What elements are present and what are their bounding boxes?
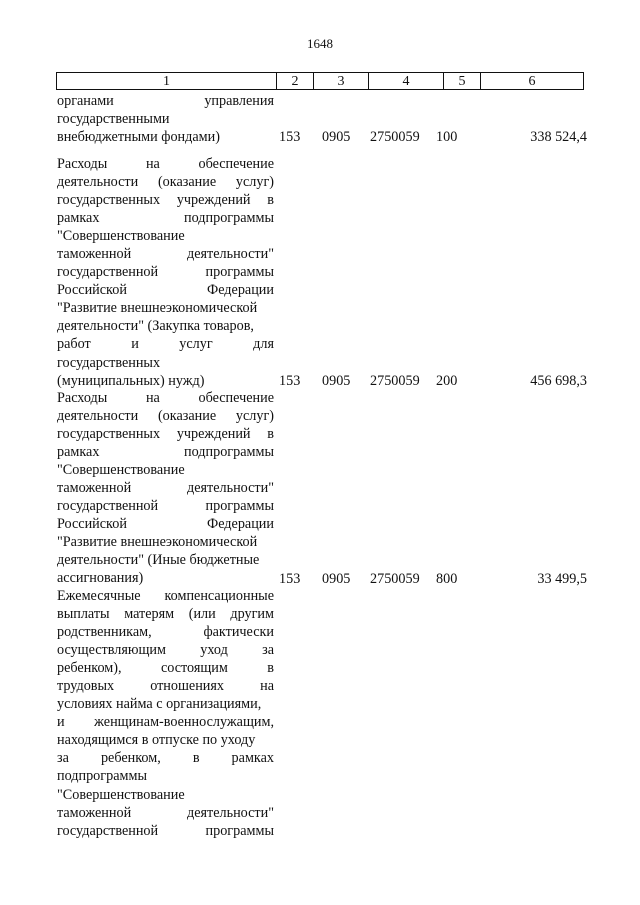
cell-c6: 338 524,4 [530, 129, 587, 146]
word: деятельности" [186, 804, 274, 821]
row-description [57, 155, 274, 390]
word: компенсационные [164, 588, 274, 604]
description-line [57, 425, 274, 443]
description-line [57, 587, 274, 605]
word: (или [188, 606, 216, 623]
description-line [57, 713, 274, 731]
word: органами [57, 93, 114, 109]
word: программы [205, 822, 274, 839]
word: программы [205, 498, 274, 515]
description-line [57, 822, 274, 840]
word: обеспечение [198, 390, 274, 406]
cell-c4: 2750059 [370, 570, 420, 587]
description-line [57, 605, 274, 623]
page-number: 1648 [307, 36, 333, 51]
word: женщинам-военнослужащим, [94, 714, 274, 731]
cell-c6: 33 499,5 [537, 570, 587, 587]
description-line [57, 263, 274, 281]
description-line: (муниципальных) нужд) [57, 372, 205, 389]
description-line: условиях найма с организациями, [57, 696, 262, 713]
cell-c5: 100 [436, 129, 458, 146]
word: на [145, 390, 160, 406]
word: Расходы [57, 390, 108, 406]
description-line [57, 749, 274, 767]
word: другим [230, 606, 274, 623]
word: родственникам, [57, 624, 152, 641]
header-col-3: 3 [314, 73, 369, 89]
word: и [131, 336, 139, 353]
word: за [57, 750, 69, 767]
description-line [57, 641, 274, 659]
word: за [262, 642, 274, 659]
cell-c2: 153 [279, 570, 301, 587]
word: в [267, 660, 274, 677]
word: деятельности [57, 408, 139, 425]
word: и [57, 714, 65, 731]
cell-c3: 0905 [322, 129, 351, 146]
cell-c6: 456 698,3 [530, 372, 587, 389]
word: ребенком, [100, 750, 161, 767]
description-line [57, 389, 274, 407]
word: состоящим [160, 660, 228, 677]
word: фактически [203, 624, 274, 641]
cell-c2: 153 [279, 129, 301, 146]
row-description [57, 92, 274, 146]
row-description [57, 389, 274, 588]
description-line [57, 245, 274, 263]
word: уход [200, 642, 228, 659]
description-line [57, 677, 274, 695]
word: таможенной [57, 246, 132, 263]
description-line: "Совершенствование [57, 462, 185, 479]
word: деятельности [57, 174, 139, 191]
word: (оказание [157, 408, 217, 425]
description-line [57, 443, 274, 461]
word: работ [57, 336, 91, 353]
cell-c5: 200 [436, 372, 458, 389]
word: ребенком), [57, 660, 122, 677]
word: отношениях [150, 678, 225, 695]
word: в [267, 426, 274, 443]
cell-c5: 800 [436, 570, 458, 587]
description-line [57, 659, 274, 677]
description-line: находящимся в отпуске по уходу [57, 732, 256, 749]
word: деятельности" [186, 246, 274, 263]
description-line: государственных [57, 354, 161, 371]
header-col-5: 5 [444, 73, 481, 89]
word: услуг [179, 336, 213, 353]
word: государственной [57, 498, 159, 515]
description-line: подпрограммы [57, 768, 147, 785]
word: в [192, 750, 200, 767]
description-line: "Развитие внешнеэкономической [57, 300, 258, 317]
description-line: "Развитие внешнеэкономической [57, 534, 258, 551]
cell-c2: 153 [279, 372, 301, 389]
word: услуг) [235, 174, 274, 191]
word: трудовых [57, 678, 115, 695]
description-line: деятельности" (Закупка товаров, [57, 318, 254, 335]
description-line [57, 335, 274, 353]
word: на [145, 156, 160, 172]
word: государственной [57, 264, 159, 281]
word: матерям [124, 606, 175, 623]
word: подпрограммы [184, 210, 274, 227]
word: управления [204, 93, 274, 109]
header-col-6: 6 [528, 74, 536, 89]
word: Федерации [206, 282, 274, 299]
description-line: "Совершенствование [57, 228, 185, 245]
word: Расходы [57, 156, 108, 172]
description-line [57, 155, 274, 173]
word: выплаты [57, 606, 110, 623]
word: для [253, 336, 274, 353]
description-line [57, 804, 274, 822]
word: подпрограммы [184, 444, 274, 461]
word: учреждений [176, 192, 251, 209]
word: рамках [57, 444, 100, 461]
cell-c3: 0905 [322, 372, 351, 389]
description-line [57, 515, 274, 533]
cell-c3: 0905 [322, 570, 351, 587]
word: на [260, 678, 274, 695]
word: деятельности" [186, 480, 274, 497]
word: осуществляющим [57, 642, 166, 659]
description-line [57, 281, 274, 299]
word: государственных [57, 426, 161, 443]
description-line [57, 497, 274, 515]
word: услуг) [235, 408, 274, 425]
row-description [57, 587, 274, 840]
header-col-2: 2 [277, 73, 314, 89]
word: Федерации [206, 516, 274, 533]
word: таможенной [57, 480, 132, 497]
description-line: "Совершенствование [57, 786, 185, 803]
word: рамках [57, 210, 100, 227]
description-line [57, 173, 274, 191]
word: Российской [57, 516, 127, 533]
description-line: ассигнования) [57, 570, 144, 587]
description-line [57, 191, 274, 209]
word: (оказание [157, 174, 217, 191]
description-line: внебюджетными фондами) [57, 129, 220, 146]
description-line [57, 209, 274, 227]
word: программы [205, 264, 274, 281]
word: учреждений [176, 426, 251, 443]
table-header [56, 72, 584, 90]
description-line [57, 623, 274, 641]
description-line: деятельности" (Иные бюджетные [57, 552, 260, 569]
cell-c4: 2750059 [370, 129, 420, 146]
word: Ежемесячные [57, 588, 141, 604]
header-col-1: 1 [57, 73, 277, 89]
word: государственных [57, 192, 161, 209]
word: в [267, 192, 274, 209]
description-line [57, 92, 274, 110]
word: государственной [57, 822, 159, 839]
description-line [57, 407, 274, 425]
word: обеспечение [198, 156, 274, 172]
word: таможенной [57, 804, 132, 821]
word: рамках [231, 750, 274, 767]
description-line: государственными [57, 111, 170, 128]
word: Российской [57, 282, 127, 299]
header-col-4: 4 [369, 73, 444, 89]
cell-c4: 2750059 [370, 372, 420, 389]
description-line [57, 479, 274, 497]
